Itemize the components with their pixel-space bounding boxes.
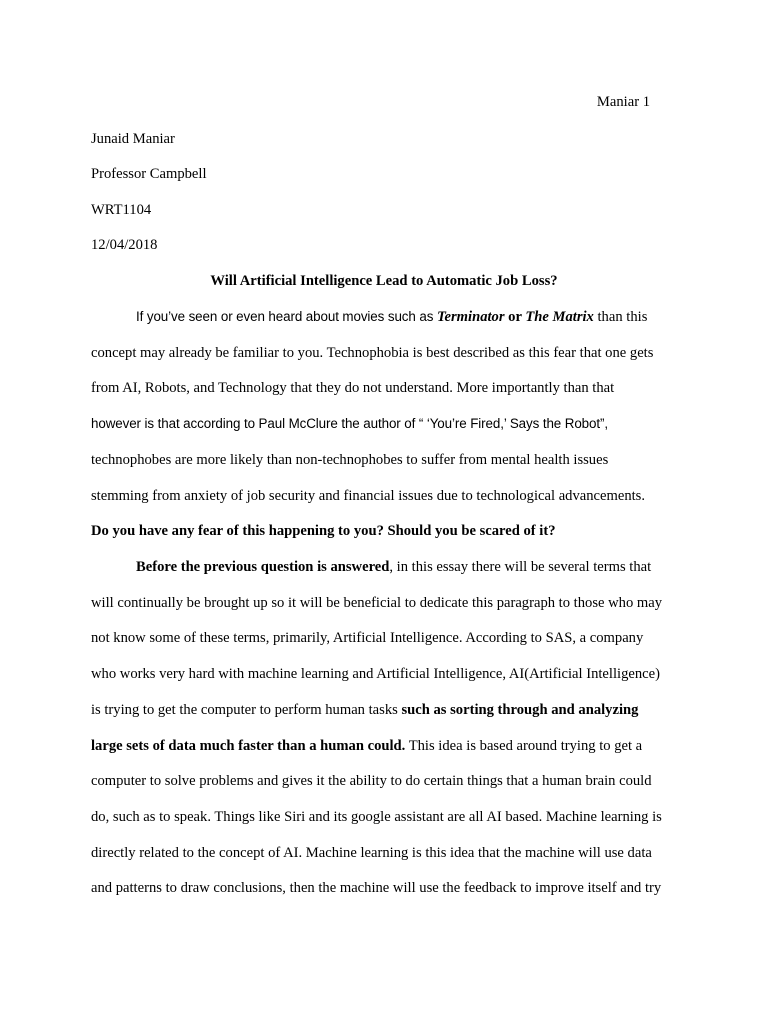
essay-title: Will Artificial Intelligence Lead to Automatic Job Loss? bbox=[210, 273, 558, 289]
paragraph-1-line-4: however is that according to Paul McClure the author of “ ‘You’re Fired,’ Says the Robot”, bbox=[91, 416, 608, 431]
paragraph-2-line-8: do, such as to speak. Things like Siri and its google assistant are all AI based. Machine learning is bbox=[91, 809, 662, 825]
paragraph-2-line-3: not know some of these terms, primarily, Artificial Intelligence. According to SAS, a company bbox=[91, 630, 644, 646]
text-span: large sets of data much faster than a human could. bbox=[91, 738, 406, 754]
text-span: or bbox=[504, 309, 526, 325]
paragraph-1-line-7: Do you have any fear of this happening to you? Should you be scared of it? bbox=[91, 523, 556, 539]
text-span: such as sorting through and analyzing bbox=[401, 702, 639, 718]
instructor-name: Professor Campbell bbox=[91, 166, 207, 182]
paragraph-2-line-9: directly related to the concept of AI. Machine learning is this idea that the machine will use data bbox=[91, 845, 652, 861]
essay-date: 12/04/2018 bbox=[91, 237, 158, 253]
paragraph-1-line-2: concept may already be familiar to you. Technophobia is best described as this fear that one gets bbox=[91, 345, 654, 361]
paragraph-2-line-5 bbox=[91, 700, 638, 720]
paragraph-2-line-2: will continually be brought up so it will be beneficial to dedicate this paragraph to those who may bbox=[91, 595, 663, 611]
paragraph-2-line-4: who works very hard with machine learning and Artificial Intelligence, AI(Artificial Intelligence) bbox=[91, 666, 660, 682]
text-span: is trying to get the computer to perform human tasks bbox=[91, 702, 402, 718]
author-name: Junaid Maniar bbox=[91, 131, 175, 147]
running-head: Maniar 1 bbox=[596, 94, 650, 110]
text-span: Before the previous question is answered bbox=[136, 559, 390, 575]
paragraph-2-line-7: computer to solve problems and gives it the ability to do certain things that a human brain could bbox=[91, 773, 652, 789]
film-title: The Matrix bbox=[525, 309, 594, 325]
paragraph-2-line-1 bbox=[136, 557, 651, 577]
text-span: than this bbox=[593, 309, 648, 325]
text-span: , in this essay there will be several terms that bbox=[389, 559, 652, 575]
paragraph-1-line-1 bbox=[136, 307, 647, 327]
paragraph-1-line-6: stemming from anxiety of job security and financial issues due to technological advancements. bbox=[91, 488, 645, 504]
text-span: If you’ve seen or even heard about movies such as bbox=[136, 309, 437, 324]
text-span: This idea is based around trying to get a bbox=[405, 738, 643, 754]
paragraph-1-line-5: technophobes are more likely than non-technophobes to suffer from mental health issues bbox=[91, 452, 609, 468]
paragraph-1-line-3: from AI, Robots, and Technology that they do not understand. More importantly than that bbox=[91, 380, 615, 396]
paragraph-2-line-10: and patterns to draw conclusions, then the machine will use the feedback to improve itself and try bbox=[91, 880, 662, 896]
paragraph-2-line-6 bbox=[91, 736, 642, 756]
film-title: Terminator bbox=[436, 309, 505, 325]
course-code: WRT1104 bbox=[91, 202, 152, 218]
